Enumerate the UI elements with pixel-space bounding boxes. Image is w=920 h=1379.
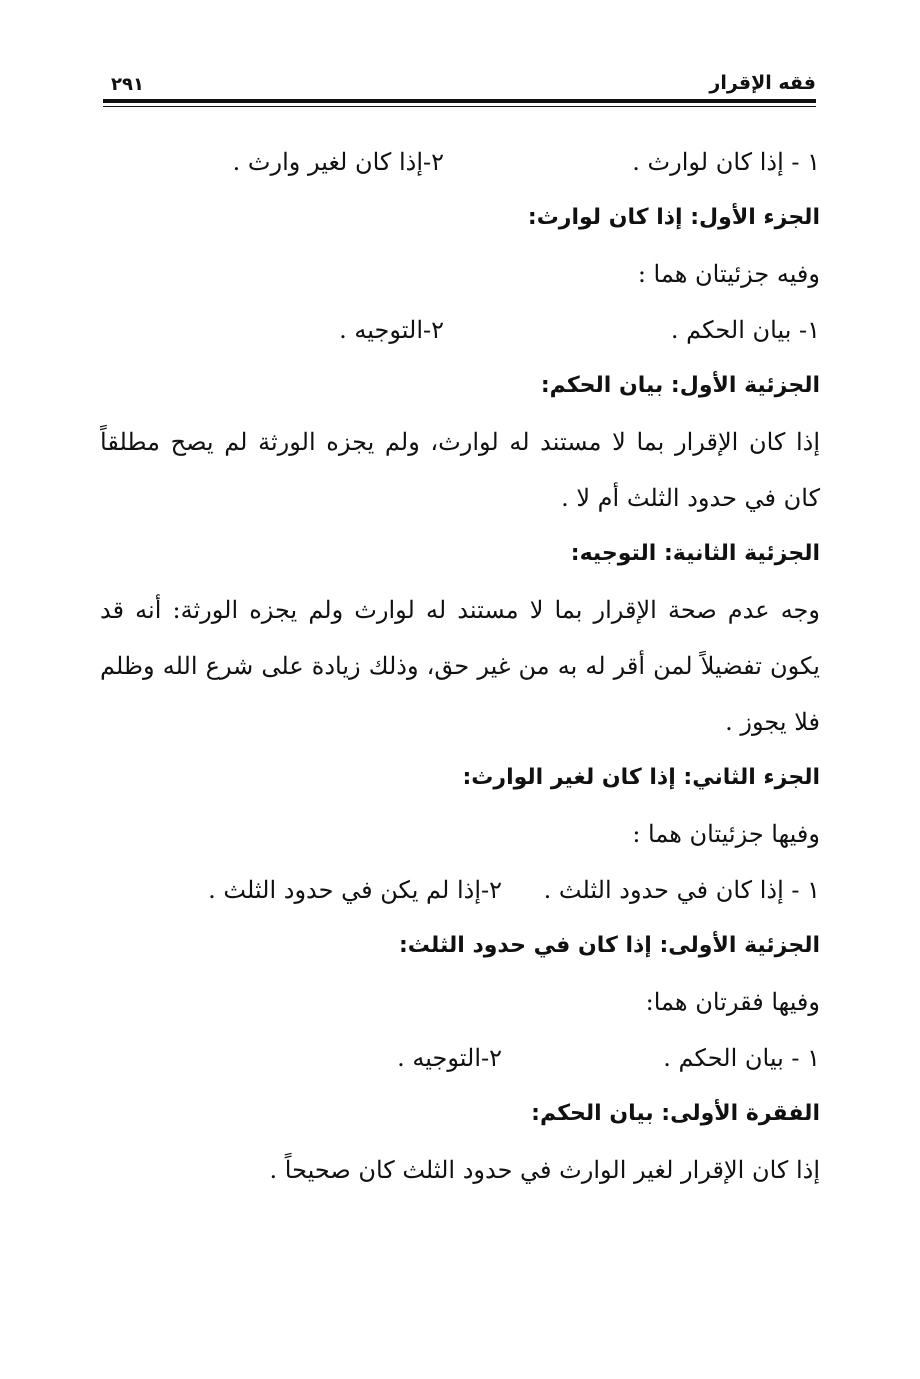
paragraph-line: يكون تفضيلاً لمن أقر له به من غير حق، وذلك زيادة على شرع الله وظلم: [100, 652, 820, 680]
paragraph-line: وفيها جزئيتان هما :: [632, 820, 820, 848]
list-row: [100, 306, 820, 362]
list-row: [100, 1034, 820, 1090]
section-heading: الفقرة الأولى: بيان الحكم:: [531, 1101, 820, 1126]
paragraph-line: فلا يجوز .: [725, 708, 820, 736]
paragraph-line: وجه عدم صحة الإقرار بما لا مستند له لوارث ولم يجزه الورثة: أنه قد: [100, 596, 820, 624]
header-rule-thin: [103, 106, 816, 107]
paragraph-line: إذا كان الإقرار لغير الوارث في حدود الثلث كان صحيحاً .: [269, 1156, 820, 1184]
list-item: ٢-التوجيه .: [397, 1044, 502, 1072]
header-title: فقه الإقرار: [709, 72, 816, 94]
section-heading: الجزء الثاني: إذا كان لغير الوارث:: [462, 765, 820, 790]
list-item: ٢-إذا لم يكن في حدود الثلث .: [208, 876, 502, 904]
section-heading: الجزئية الثانية: التوجيه:: [570, 541, 820, 566]
paragraph-line: وفيها فقرتان هما:: [645, 988, 820, 1016]
list-item: ١ - بيان الحكم .: [663, 1044, 820, 1072]
list-row: [100, 138, 820, 194]
paragraph-line: إذا كان الإقرار بما لا مستند له لوارث، ولم يجزه الورثة لم يصح مطلقاً: [100, 428, 820, 456]
list-item: ١ - إذا كان لوارث .: [632, 148, 820, 176]
paragraph-line: وفيه جزئيتان هما :: [637, 260, 820, 288]
page-number: ٢٩١: [111, 74, 144, 95]
list-item: ١- بيان الحكم .: [670, 316, 820, 344]
list-item: ٢-التوجيه .: [339, 316, 444, 344]
section-heading: الجزئية الأول: بيان الحكم:: [540, 373, 820, 398]
paragraph-line: كان في حدود الثلث أم لا .: [561, 484, 820, 512]
list-item: ١ - إذا كان في حدود الثلث .: [543, 876, 820, 904]
list-row: [100, 866, 820, 922]
page-body: [100, 138, 820, 1202]
section-heading: الجزئية الأولى: إذا كان في حدود الثلث:: [398, 933, 820, 958]
header-rule-thick: [103, 99, 816, 103]
section-heading: الجزء الأول: إذا كان لوارث:: [527, 205, 820, 230]
list-item: ٢-إذا كان لغير وارث .: [232, 148, 444, 176]
